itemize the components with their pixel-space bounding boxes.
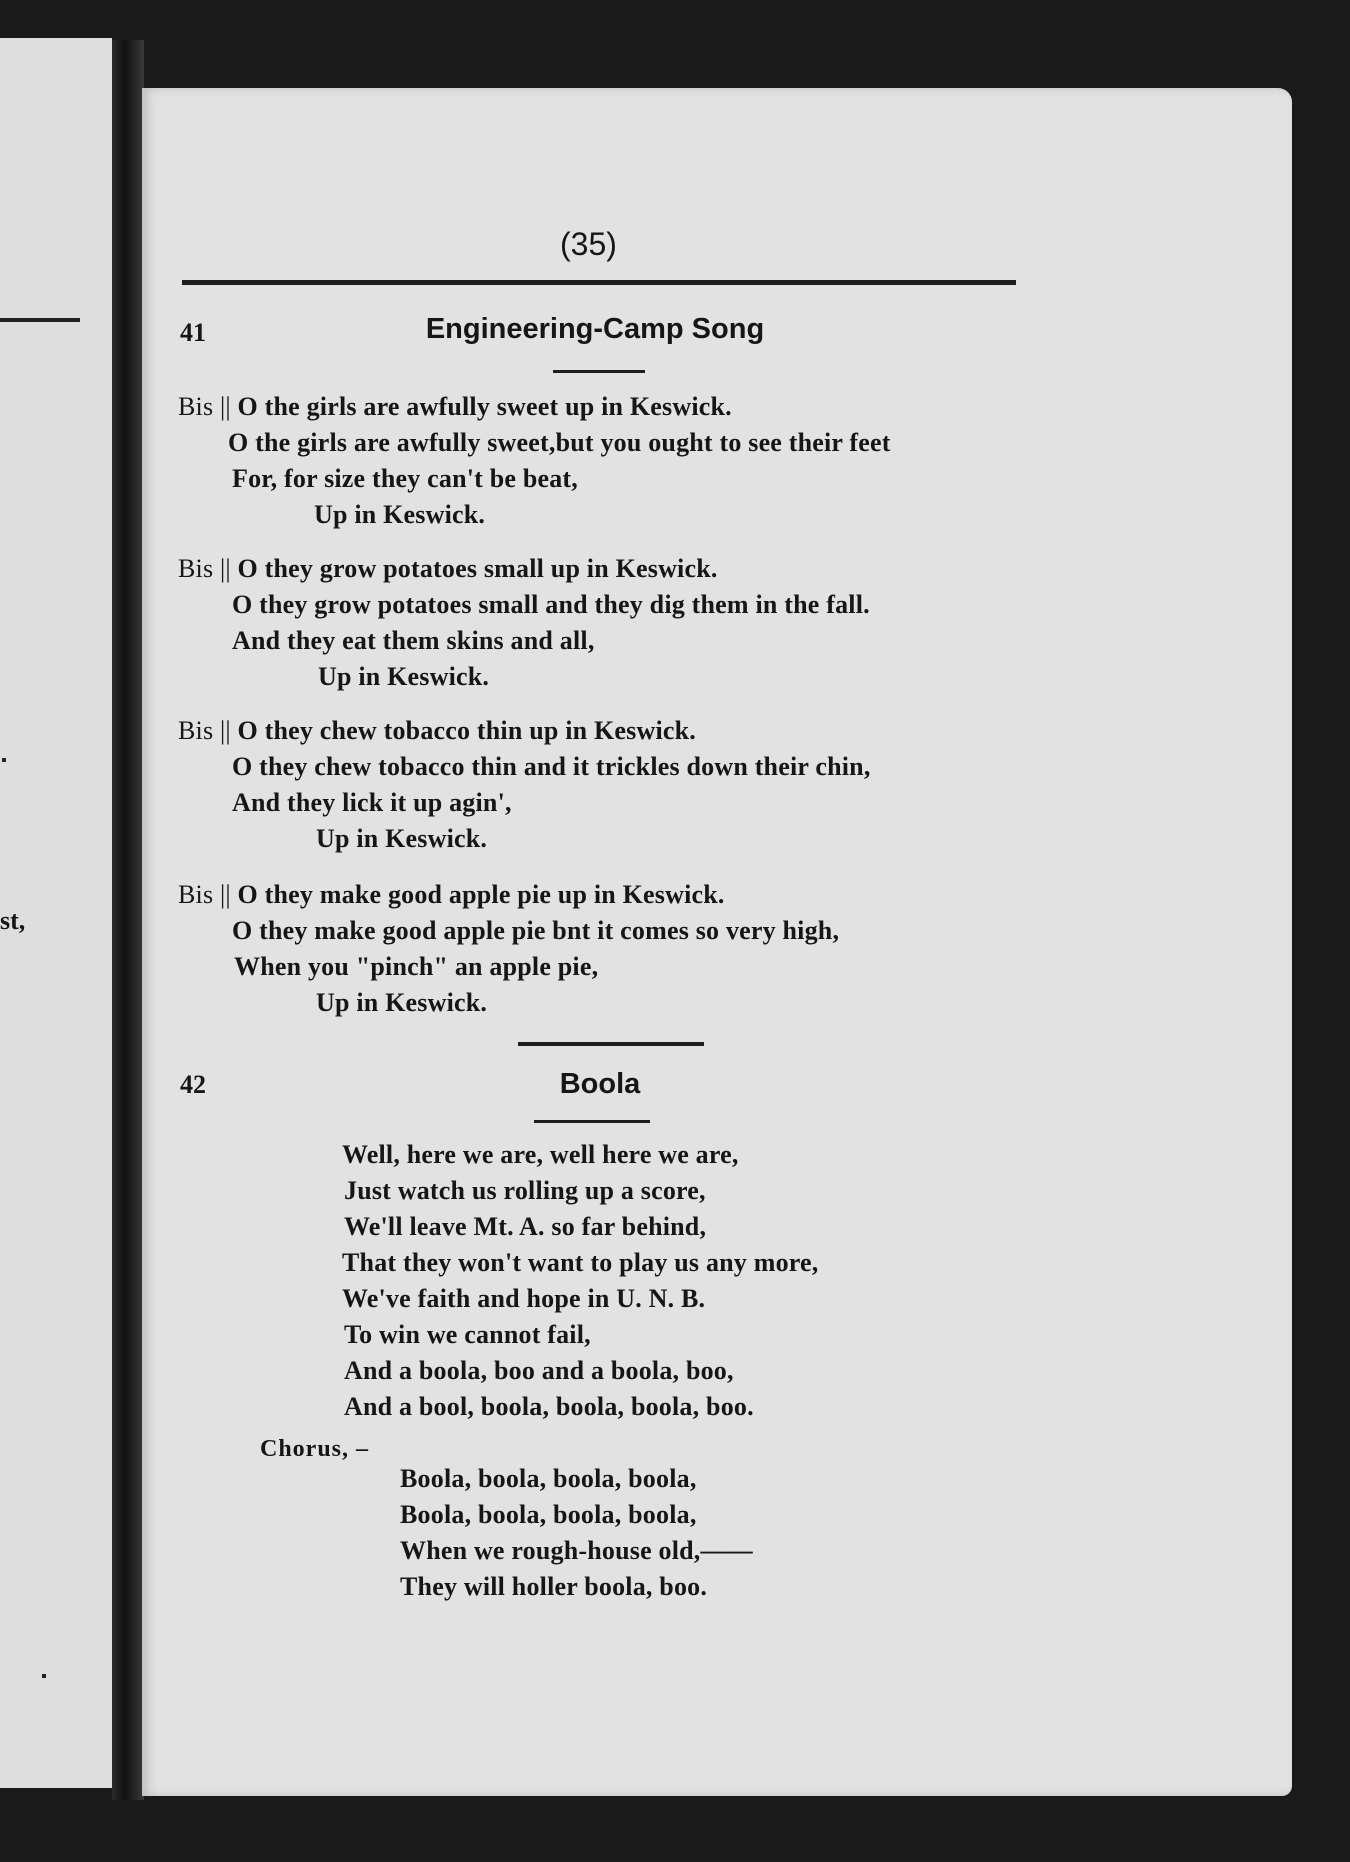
- verse-line: For, for size they can't be beat,: [232, 464, 578, 493]
- verse-line: Bis || O they grow potatoes small up in Keswick.: [178, 554, 718, 583]
- verse-line: Bis || O they make good apple pie up in Keswick.: [178, 880, 725, 909]
- bis-marker: Bis ||: [178, 392, 231, 421]
- left-page-mark: [42, 1674, 46, 1678]
- bis-marker: Bis ||: [178, 554, 231, 583]
- chorus-label: Chorus, –: [260, 1436, 370, 1462]
- chorus-line: They will holler boola, boo.: [400, 1572, 708, 1601]
- left-facing-page: [0, 38, 112, 1788]
- verse-line: Bis || O they chew tobacco thin up in Keswick.: [178, 716, 696, 745]
- verse-line: O they grow potatoes small and they dig them in the fall.: [232, 590, 870, 619]
- song-title: Engineering-Camp Song: [425, 313, 765, 345]
- verse-line: O they make good apple pie bnt it comes so very high,: [232, 916, 840, 945]
- verse-line: Up in Keswick.: [316, 988, 488, 1017]
- chorus-line: Boola, boola, boola, boola,: [400, 1464, 697, 1493]
- book-binding-gutter: [112, 40, 144, 1800]
- section-separator: [518, 1042, 704, 1046]
- song-line: Just watch us rolling up a score,: [344, 1176, 706, 1205]
- verse-line: O the girls are awfully sweet,but you ought to see their feet: [228, 428, 891, 457]
- verse-line: Up in Keswick.: [318, 662, 490, 691]
- verse-line: Up in Keswick.: [316, 824, 488, 853]
- song-line: We've faith and hope in U. N. B.: [342, 1284, 706, 1313]
- header-rule: [182, 280, 1016, 285]
- left-page-rule: [0, 318, 80, 322]
- song-line: We'll leave Mt. A. so far behind,: [344, 1212, 707, 1241]
- song-line: And a bool, boola, boola, boola, boo.: [344, 1392, 754, 1421]
- song-line: That they won't want to play us any more,: [342, 1248, 819, 1277]
- song-line: Well, here we are, well here we are,: [342, 1140, 739, 1169]
- left-page-fragment: st,: [0, 906, 26, 935]
- verse-line: When you "pinch" an apple pie,: [234, 952, 599, 981]
- verse-line: Up in Keswick.: [314, 500, 486, 529]
- title-rule: [534, 1120, 650, 1123]
- page-number: (35): [560, 226, 617, 262]
- verse-line: And they eat them skins and all,: [232, 626, 595, 655]
- chorus-line: When we rough-house old,——: [400, 1536, 753, 1565]
- bis-marker: Bis ||: [178, 880, 231, 909]
- title-rule: [553, 370, 645, 373]
- left-page-mark: [2, 758, 6, 762]
- chorus-line: Boola, boola, boola, boola,: [400, 1500, 697, 1529]
- song-line: And a boola, boo and a boola, boo,: [344, 1356, 734, 1385]
- song-number: 41: [180, 318, 206, 347]
- song-title: Boola: [559, 1068, 641, 1100]
- song-line: To win we cannot fail,: [344, 1320, 591, 1349]
- verse-line: O they chew tobacco thin and it trickles down their chin,: [232, 752, 871, 781]
- bis-marker: Bis ||: [178, 716, 231, 745]
- song-number: 42: [180, 1070, 206, 1099]
- verse-line: And they lick it up agin',: [232, 788, 512, 817]
- verse-line: Bis || O the girls are awfully sweet up in Keswick.: [178, 392, 732, 421]
